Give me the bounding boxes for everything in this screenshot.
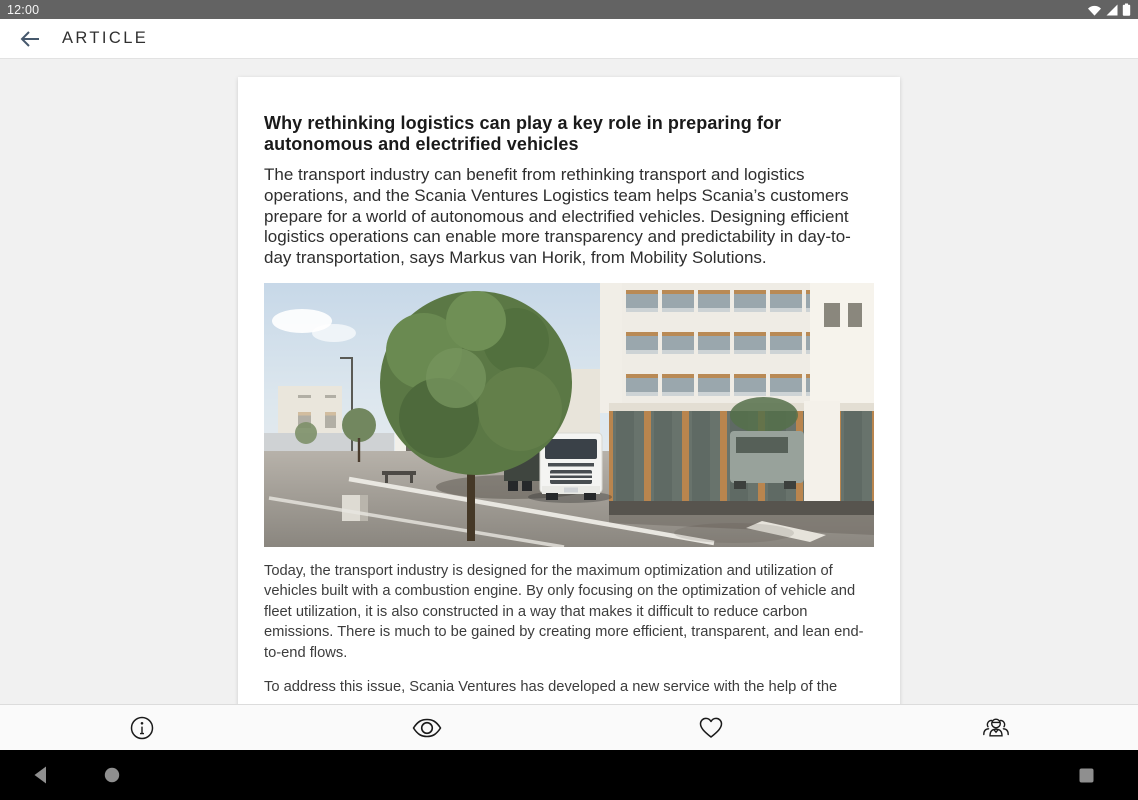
- status-time: 12:00: [7, 2, 40, 17]
- view-button[interactable]: [285, 705, 570, 750]
- app-bar: [0, 19, 1138, 59]
- favorite-button[interactable]: [569, 705, 854, 750]
- article-body-paragraph: Today, the transport industry is designed for the maximum optimization and utilization of vehicles built with a combustion engine. By only focusing on the optimization of vehicle and fleet utilization, it is also constructed in a way that makes it difficult to reduce carbon emissions. There is much to be gained by creating more efficient, transparent, and lean end-to-end flows.: [264, 562, 864, 661]
- nav-recents-button[interactable]: [1064, 750, 1108, 800]
- info-button[interactable]: [0, 705, 285, 750]
- article-toolbar: [0, 704, 1138, 750]
- wifi-icon: [1087, 4, 1102, 16]
- status-icons: [1087, 3, 1131, 16]
- article-body-paragraph-clipped: To address this issue, Scania Ventures has developed a new service with the help of the: [264, 679, 838, 696]
- nav-back-button[interactable]: [18, 750, 62, 800]
- article-photo: [264, 283, 874, 547]
- article-card: [238, 77, 900, 704]
- team-icon: [979, 713, 1013, 743]
- android-navigation-bar: [0, 750, 1138, 800]
- battery-icon: [1122, 3, 1131, 16]
- team-button[interactable]: [854, 705, 1138, 750]
- back-button[interactable]: [14, 23, 46, 55]
- street-scene-illustration: [264, 283, 874, 547]
- article-heading: Why rethinking logistics can play a key role in preparing for autonomous and electrified vehicles: [264, 113, 782, 154]
- content-scroll-area[interactable]: [0, 59, 1138, 704]
- heart-icon: [696, 713, 726, 743]
- nav-home-button[interactable]: [90, 750, 134, 800]
- article-lead: The transport industry can benefit from rethinking transport and logistics operations, and the Scania Ventures Logistics team helps Scania’s customers prepare for a world of autonomous and electrified vehicles. Designing efficient logistics operations can enable more transparency and predictability in day-to-day transportation, says Markus van Horik, from Mobility Solutions.: [264, 165, 851, 268]
- recents-icon: [1079, 768, 1094, 783]
- status-bar: [0, 0, 1138, 19]
- info-icon: [127, 713, 157, 743]
- back-arrow-icon: [19, 30, 41, 48]
- home-icon: [104, 767, 120, 783]
- cellular-signal-icon: [1106, 4, 1118, 16]
- back-icon: [32, 765, 48, 785]
- eye-icon: [410, 713, 444, 743]
- page-title: ARTICLE: [62, 29, 149, 47]
